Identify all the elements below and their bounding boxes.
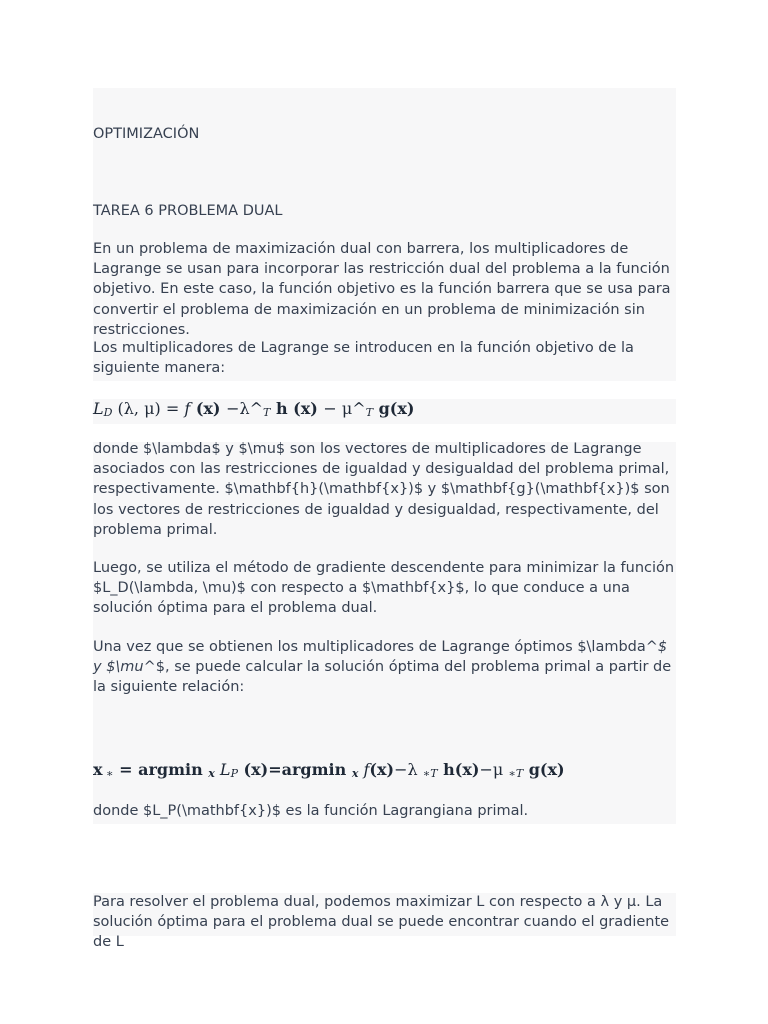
eq1-minus-lambda: −λ^ [226,399,264,418]
equation-dual-lagrangian [93,399,676,418]
eq2-argmin-2: (x)=argmin [237,760,352,779]
eq2-star-transpose-2: ∗T [508,767,524,780]
document-subtitle: TAREA 6 PROBLEMA DUAL [93,203,283,219]
paragraph-gradient-descent: Luego, se utiliza el método de gradiente descendente para minimizar la función $L_D(\lambda, \mu)$ con respecto a $\mathbf{x}$, lo que conduce a una solución óptima para el problema dual. [93,560,675,617]
eq1-f: f [184,399,191,418]
eq1-transpose-2: T [365,406,374,419]
eq2-minus-lambda: −λ [394,760,423,779]
eq2-argmin-sub-1: x [208,767,215,780]
eq1-minus-mu: − μ^ [323,399,366,418]
document-title: OPTIMIZACIÓN [93,126,200,142]
eq2-L: L [214,760,231,779]
paragraph-solve-dual: Para resolver el problema dual, podemos maximizar L con respecto a λ y μ. La solución óptima para el problema dual se puede encontrar cuando el gradiente de L [93,894,670,951]
eq2-argmin-sub-2: x [351,767,359,780]
eq2-minus-mu: −μ [479,760,509,779]
eq1-L: L [93,399,104,418]
paragraph-lagrange-intro: Los multiplicadores de Lagrange se introducen en la función objetivo de la siguiente manera: [93,340,634,377]
eq2-g: g(x) [523,760,565,779]
eq2-x: x [93,760,103,779]
p5-part-b: $ y $\mu [93,639,668,676]
eq2-h: h(x) [437,760,480,779]
eq2-f: f [358,760,370,779]
eq1-h: h (x) [270,399,324,418]
eq1-args: (λ, μ) = [117,399,185,418]
paragraph-primal-lagrangian: donde $L_P(\mathbf{x})$ es la función Lagrangiana primal. [93,803,529,819]
paragraph-intro: En un problema de maximización dual con barrera, los multiplicadores de Lagrange se usan para incorporar las restricción dual del problema a la función objetivo. En este caso, la función objetivo es la función barrera que se usa para convertir el problema de maximización en un problema de minimización sin restricciones. [93,241,671,338]
p5-part-c: ^$, se puede calcular la solución óptima del problema primal a partir de la siguiente relación: [93,659,672,696]
equation-primal-solution [93,760,676,779]
eq2-star: ∗ [102,767,114,780]
eq2-L-subscript: P [230,767,238,780]
paragraph-optimal-multipliers [93,637,676,698]
p5-part-a: Una vez que se obtienen los multiplicadores de Lagrange óptimos $\lambda^ [93,639,658,655]
eq2-argmin-1: = argmin [113,760,209,779]
eq2-star-transpose-1: ∗T [422,767,438,780]
paragraph-where-multipliers: donde $\lambda$ y $\mu$ son los vectores de multiplicadores de Lagrange asociados con las restricciones de igualdad y desigualdad del problema primal, respectivamente. $\mathbf{h}(\mathbf{x})$ y $\mathbf{g}(\mathbf{x})$ son los vectores de restricciones de igualdad y desigualdad, respectivamente, del problema primal. [93,441,670,538]
eq2-fx: (x) [369,760,395,779]
eq1-L-subscript: D [103,406,113,419]
eq1-g: g(x) [373,399,415,418]
eq1-fx: (x) [190,399,227,418]
eq1-transpose-1: T [263,406,271,419]
